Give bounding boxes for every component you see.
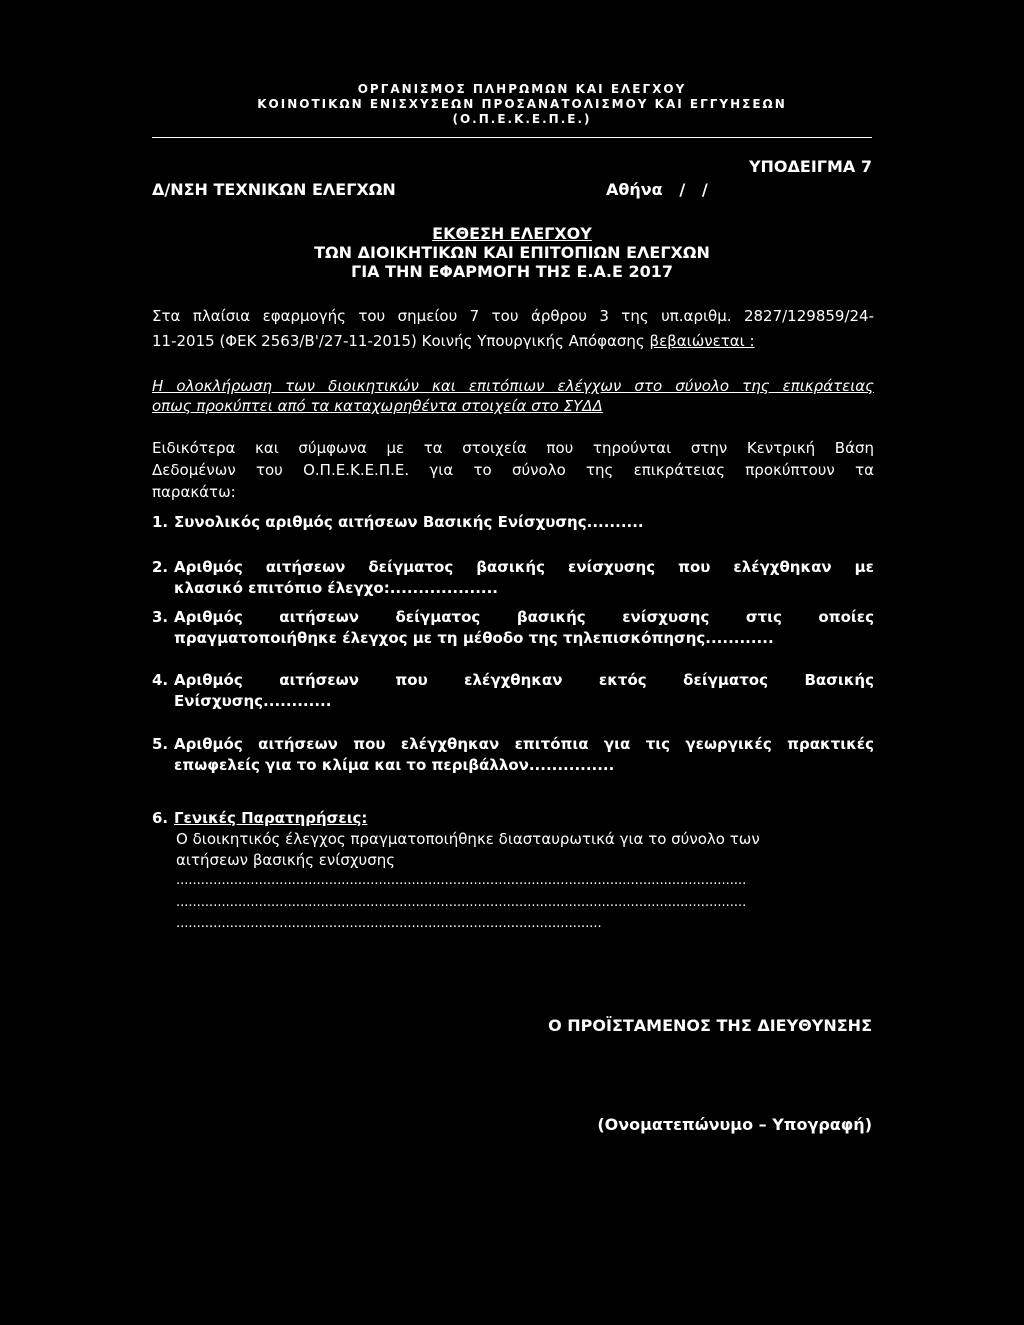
org-abbreviation: (Ο.Π.Ε.Κ.Ε.Π.Ε.) (452, 112, 592, 126)
item-6-number: 6. (152, 809, 169, 827)
remarks-dotted-line-1: .......................................................................................................................................... (176, 873, 747, 888)
item-5 (152, 734, 874, 778)
completion-line-2: οπως προκύπτει από τα καταχωρηθέντα στοιχεία στο ΣΥΔΔ (152, 397, 603, 415)
org-name-line-2: ΚΟΙΝΟΤΙΚΩΝ ΕΝΙΣΧΥΣΕΩΝ ΠΡΟΣΑΝΑΤΟΛΙΣΜΟΥ ΚΑΙ ΕΓΓΥΗΣΕΩΝ (257, 97, 787, 111)
intro-text: 11-2015 (ΦΕΚ 2563/Β'/27-11-2015) Κοινής Υπουργικής Απόφασης (152, 332, 650, 350)
item-1-number: 1. (152, 513, 169, 531)
item-2-number: 2. (152, 558, 169, 576)
item-4-number: 4. (152, 671, 169, 689)
item-6 (152, 808, 874, 830)
details-line-2: Δεδομένων του Ο.Π.Ε.Κ.Ε.Π.Ε. για το σύνολο της επικράτειας προκύπτουν τα (152, 461, 874, 479)
item-2-line-2: κλασικό επιτόπιο έλεγχο:................... (174, 579, 498, 597)
place-date: Αθήνα / / (606, 180, 708, 199)
item-3-number: 3. (152, 608, 169, 626)
intro-line-1: Στα πλαίσια εφαρμογής του σημείου 7 του άρθρου 3 της υπ.αριθμ. 2827/129859/24- (152, 307, 874, 325)
item-4-line-2: Ενίσχυσης............ (174, 692, 332, 710)
item-4 (152, 670, 874, 714)
report-title: ΕΚΘΕΣΗ ΕΛΕΓΧΟΥ (432, 224, 592, 243)
confirmation-text: βεβαιώνεται : (649, 332, 755, 350)
item-2-line-1: Αριθμός αιτήσεων δείγματος βασικής ενίσχυσης που ελέγχθηκαν με (174, 558, 874, 576)
item-3 (152, 607, 874, 651)
remarks-dotted-line-3: ....................................................................................................... (176, 916, 602, 931)
signature-title: Ο ΠΡΟΪΣΤΑΜΕΝΟΣ ΤΗΣ ΔΙΕΥΘΥΝΣΗΣ (548, 1016, 872, 1035)
signature-name-placeholder: (Ονοματεπώνυμο – Υπογραφή) (597, 1115, 872, 1134)
item-5-line-1: Αριθμός αιτήσεων που ελέγχθηκαν επιτόπια για τις γεωργικές πρακτικές (174, 735, 874, 753)
item-1 (152, 512, 874, 534)
intro-line-2 (152, 331, 874, 351)
report-subtitle-1: ΤΩΝ ΔΙΟΙΚΗΤΙΚΩΝ ΚΑΙ ΕΠΙΤΟΠΙΩΝ ΕΛΕΓΧΩΝ (314, 243, 710, 262)
item-5-line-2: επωφελείς για το κλίμα και το περιβάλλον............... (174, 756, 615, 774)
item-4-line-1: Αριθμός αιτήσεων που ελέγχθηκαν εκτός δείγματος Βασικής (174, 671, 874, 689)
sample-label: ΥΠΟΔΕΙΓΜΑ 7 (748, 157, 872, 176)
general-remarks-label: Γενικές Παρατηρήσεις: (174, 809, 368, 827)
header-divider (152, 137, 872, 138)
remarks-dotted-line-2: .......................................................................................................................................... (176, 895, 747, 910)
department-name: Δ/ΝΣΗ ΤΕΧΝΙΚΩΝ ΕΛΕΓΧΩΝ (152, 180, 396, 199)
remarks-line-1: Ο διοικητικός έλεγχος πραγματοποιήθηκε διασταυρωτικά για το σύνολο των (176, 830, 760, 848)
item-2 (152, 557, 874, 601)
item-1-text: Συνολικός αριθμός αιτήσεων Βασικής Ενίσχυσης.......... (174, 513, 644, 531)
remarks-line-2: αιτήσεων βασικής ενίσχυσης (176, 851, 396, 869)
details-line-1: Ειδικότερα και σύμφωνα με τα στοιχεία που τηρούνται στην Κεντρική Βάση (152, 439, 874, 457)
item-3-line-2: πραγματοποιήθηκε έλεγχος με τη μέθοδο της τηλεπισκόπησης............ (174, 629, 774, 647)
org-name-line-1: ΟΡΓΑΝΙΣΜΟΣ ΠΛΗΡΩΜΩΝ ΚΑΙ ΕΛΕΓΧΟΥ (357, 82, 687, 96)
item-5-number: 5. (152, 735, 169, 753)
report-subtitle-2: ΓΙΑ ΤΗΝ ΕΦΑΡΜΟΓΗ ΤΗΣ Ε.Α.Ε 2017 (351, 262, 673, 281)
item-3-line-1: Αριθμός αιτήσεων δείγματος βασικής ενίσχυσης στις οποίες (174, 608, 874, 626)
details-line-3: παρακάτω: (152, 483, 236, 501)
completion-line-1: Η ολοκλήρωση των διοικητικών και επιτόπιων ελέγχων στο σύνολο της επικράτειας (152, 377, 874, 395)
